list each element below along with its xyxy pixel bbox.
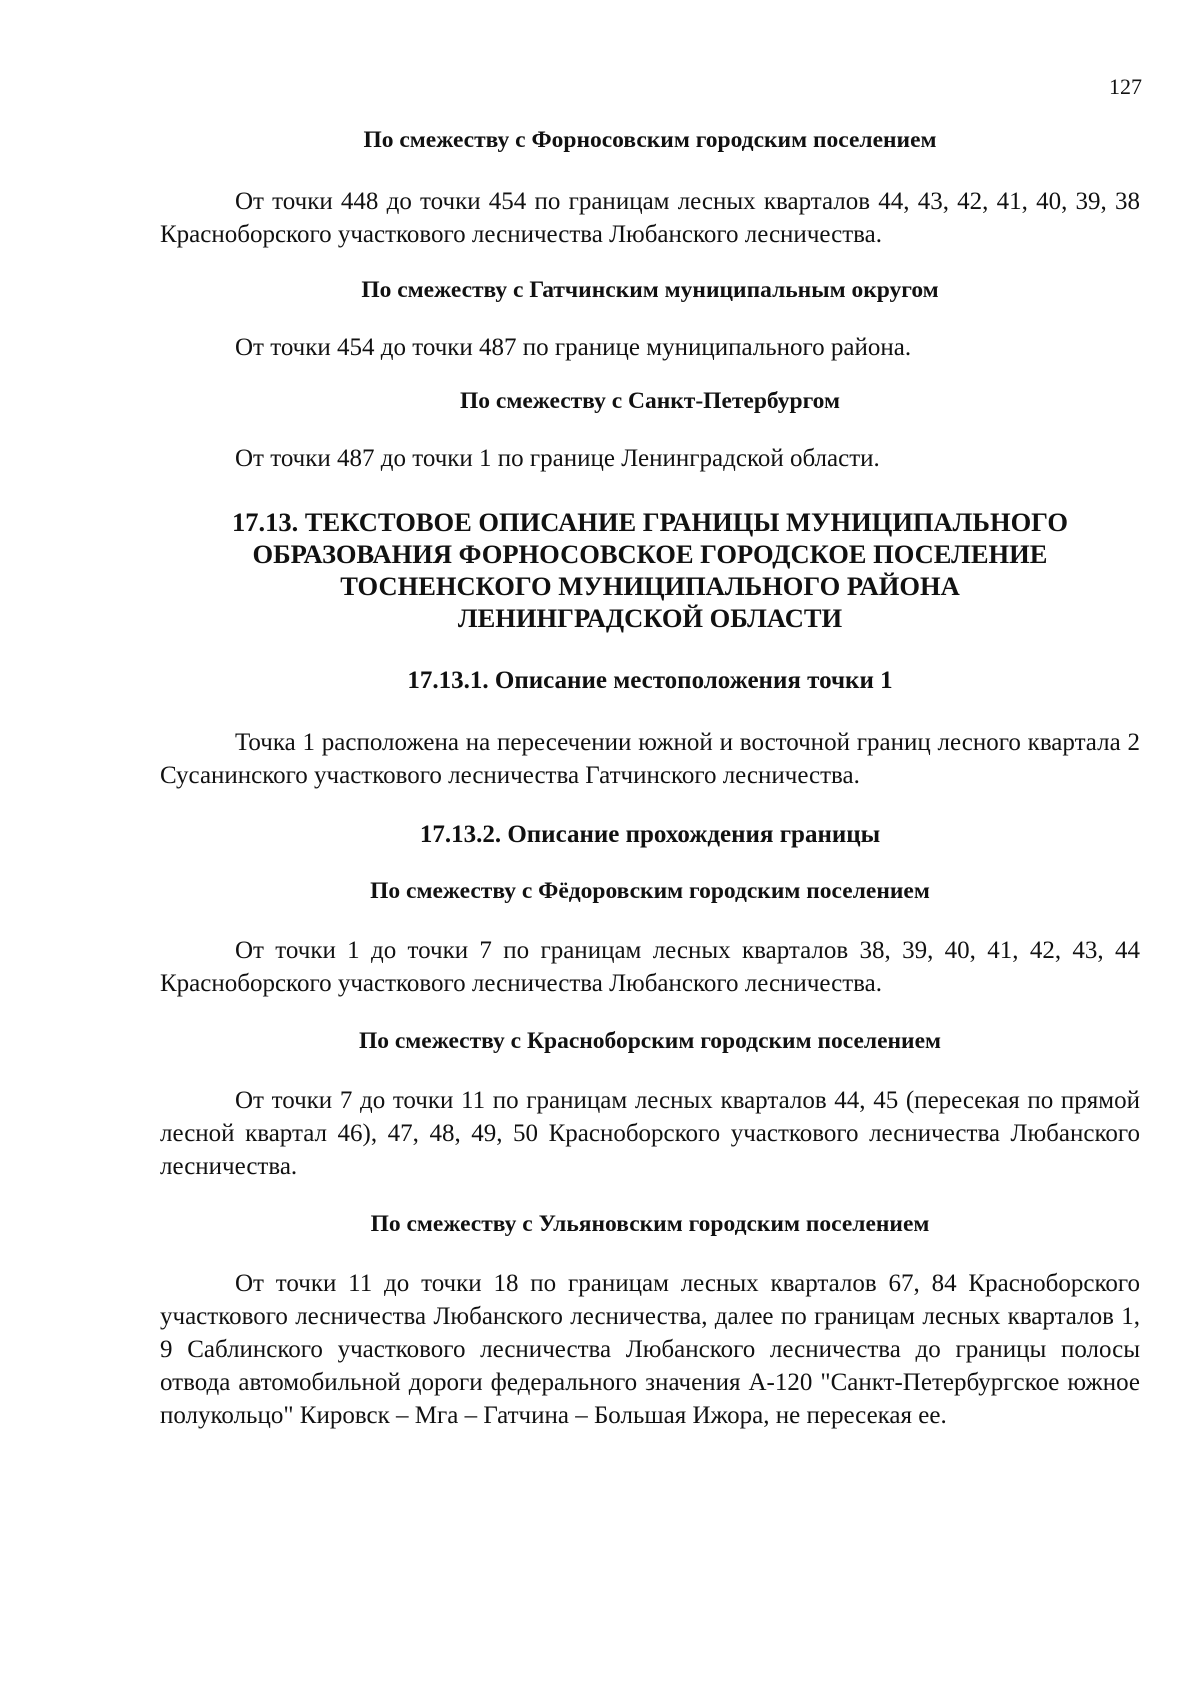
adjacency-heading-gatchina: По смежеству с Гатчинским муниципальным округом xyxy=(361,277,939,303)
adjacency-heading-fornosovo: По смежеству с Форносовским городским поселением xyxy=(363,127,937,153)
point-location-paragraph: Точка 1 расположена на пересечении южной и восточной границ лесного квартала 2 Сусанинского участкового лесничества Гатчинского лесничества. xyxy=(160,729,1140,789)
adjacency-heading-ulyanovka: По смежеству с Ульяновским городским поселением xyxy=(370,1211,930,1237)
boundary-paragraph: От точки 1 до точки 7 по границам лесных кварталов 38, 39, 40, 41, 42, 43, 44 Красноборского участкового лесничества Любанского лесничества. xyxy=(160,937,1140,997)
page-number: 127 xyxy=(1109,74,1142,99)
boundary-paragraph: От точки 11 до точки 18 по границам лесных кварталов 67, 84 Красноборского участкового лесничества Любанского лесничества, далее по границам лесных кварталов 1, 9 Саблинского участкового лесничества Любанского лесничества до границы полосы отвода автомобильной дороги федерального значения А-120 "Санкт-Петербургское южное полукольцо" Кировск – Мга – Гатчина – Большая Ижора, не пересекая ее. xyxy=(160,1270,1140,1429)
section-title-line: ОБРАЗОВАНИЯ ФОРНОСОВСКОЕ ГОРОДСКОЕ ПОСЕЛЕНИЕ xyxy=(252,539,1048,569)
section-title-line: 17.13. ТЕКСТОВОЕ ОПИСАНИЕ ГРАНИЦЫ МУНИЦИПАЛЬНОГО xyxy=(231,507,1068,537)
boundary-paragraph: От точки 487 до точки 1 по границе Ленинградской области. xyxy=(235,445,880,472)
section-title-line: ТОСНЕНСКОГО МУНИЦИПАЛЬНОГО РАЙОНА xyxy=(340,571,960,601)
boundary-paragraph: От точки 448 до точки 454 по границам лесных кварталов 44, 43, 42, 41, 40, 39, 38 Красноборского участкового лесничества Любанского лесничества. xyxy=(160,188,1140,248)
document-body xyxy=(160,125,1140,1432)
subsection-heading-boundary-course: 17.13.2. Описание прохождения границы xyxy=(419,821,881,848)
section-title-line: ЛЕНИНГРАДСКОЙ ОБЛАСТИ xyxy=(457,603,843,633)
boundary-paragraph: От точки 454 до точки 487 по границе муниципального района. xyxy=(235,334,912,361)
section-title xyxy=(160,506,1140,634)
boundary-paragraph: От точки 7 до точки 11 по границам лесных кварталов 44, 45 (пересекая по прямой лесной квартал 46), 47, 48, 49, 50 Красноборского участкового лесничества Любанского лесничества. xyxy=(160,1087,1140,1180)
adjacency-heading-fedorovskoe: По смежеству с Фёдоровским городским поселением xyxy=(370,878,930,904)
adjacency-heading-krasnobor: По смежеству с Красноборским городским поселением xyxy=(358,1028,942,1054)
subsection-heading-point-location: 17.13.1. Описание местоположения точки 1 xyxy=(407,667,893,694)
adjacency-heading-spb: По смежеству с Санкт-Петербургом xyxy=(459,388,840,414)
